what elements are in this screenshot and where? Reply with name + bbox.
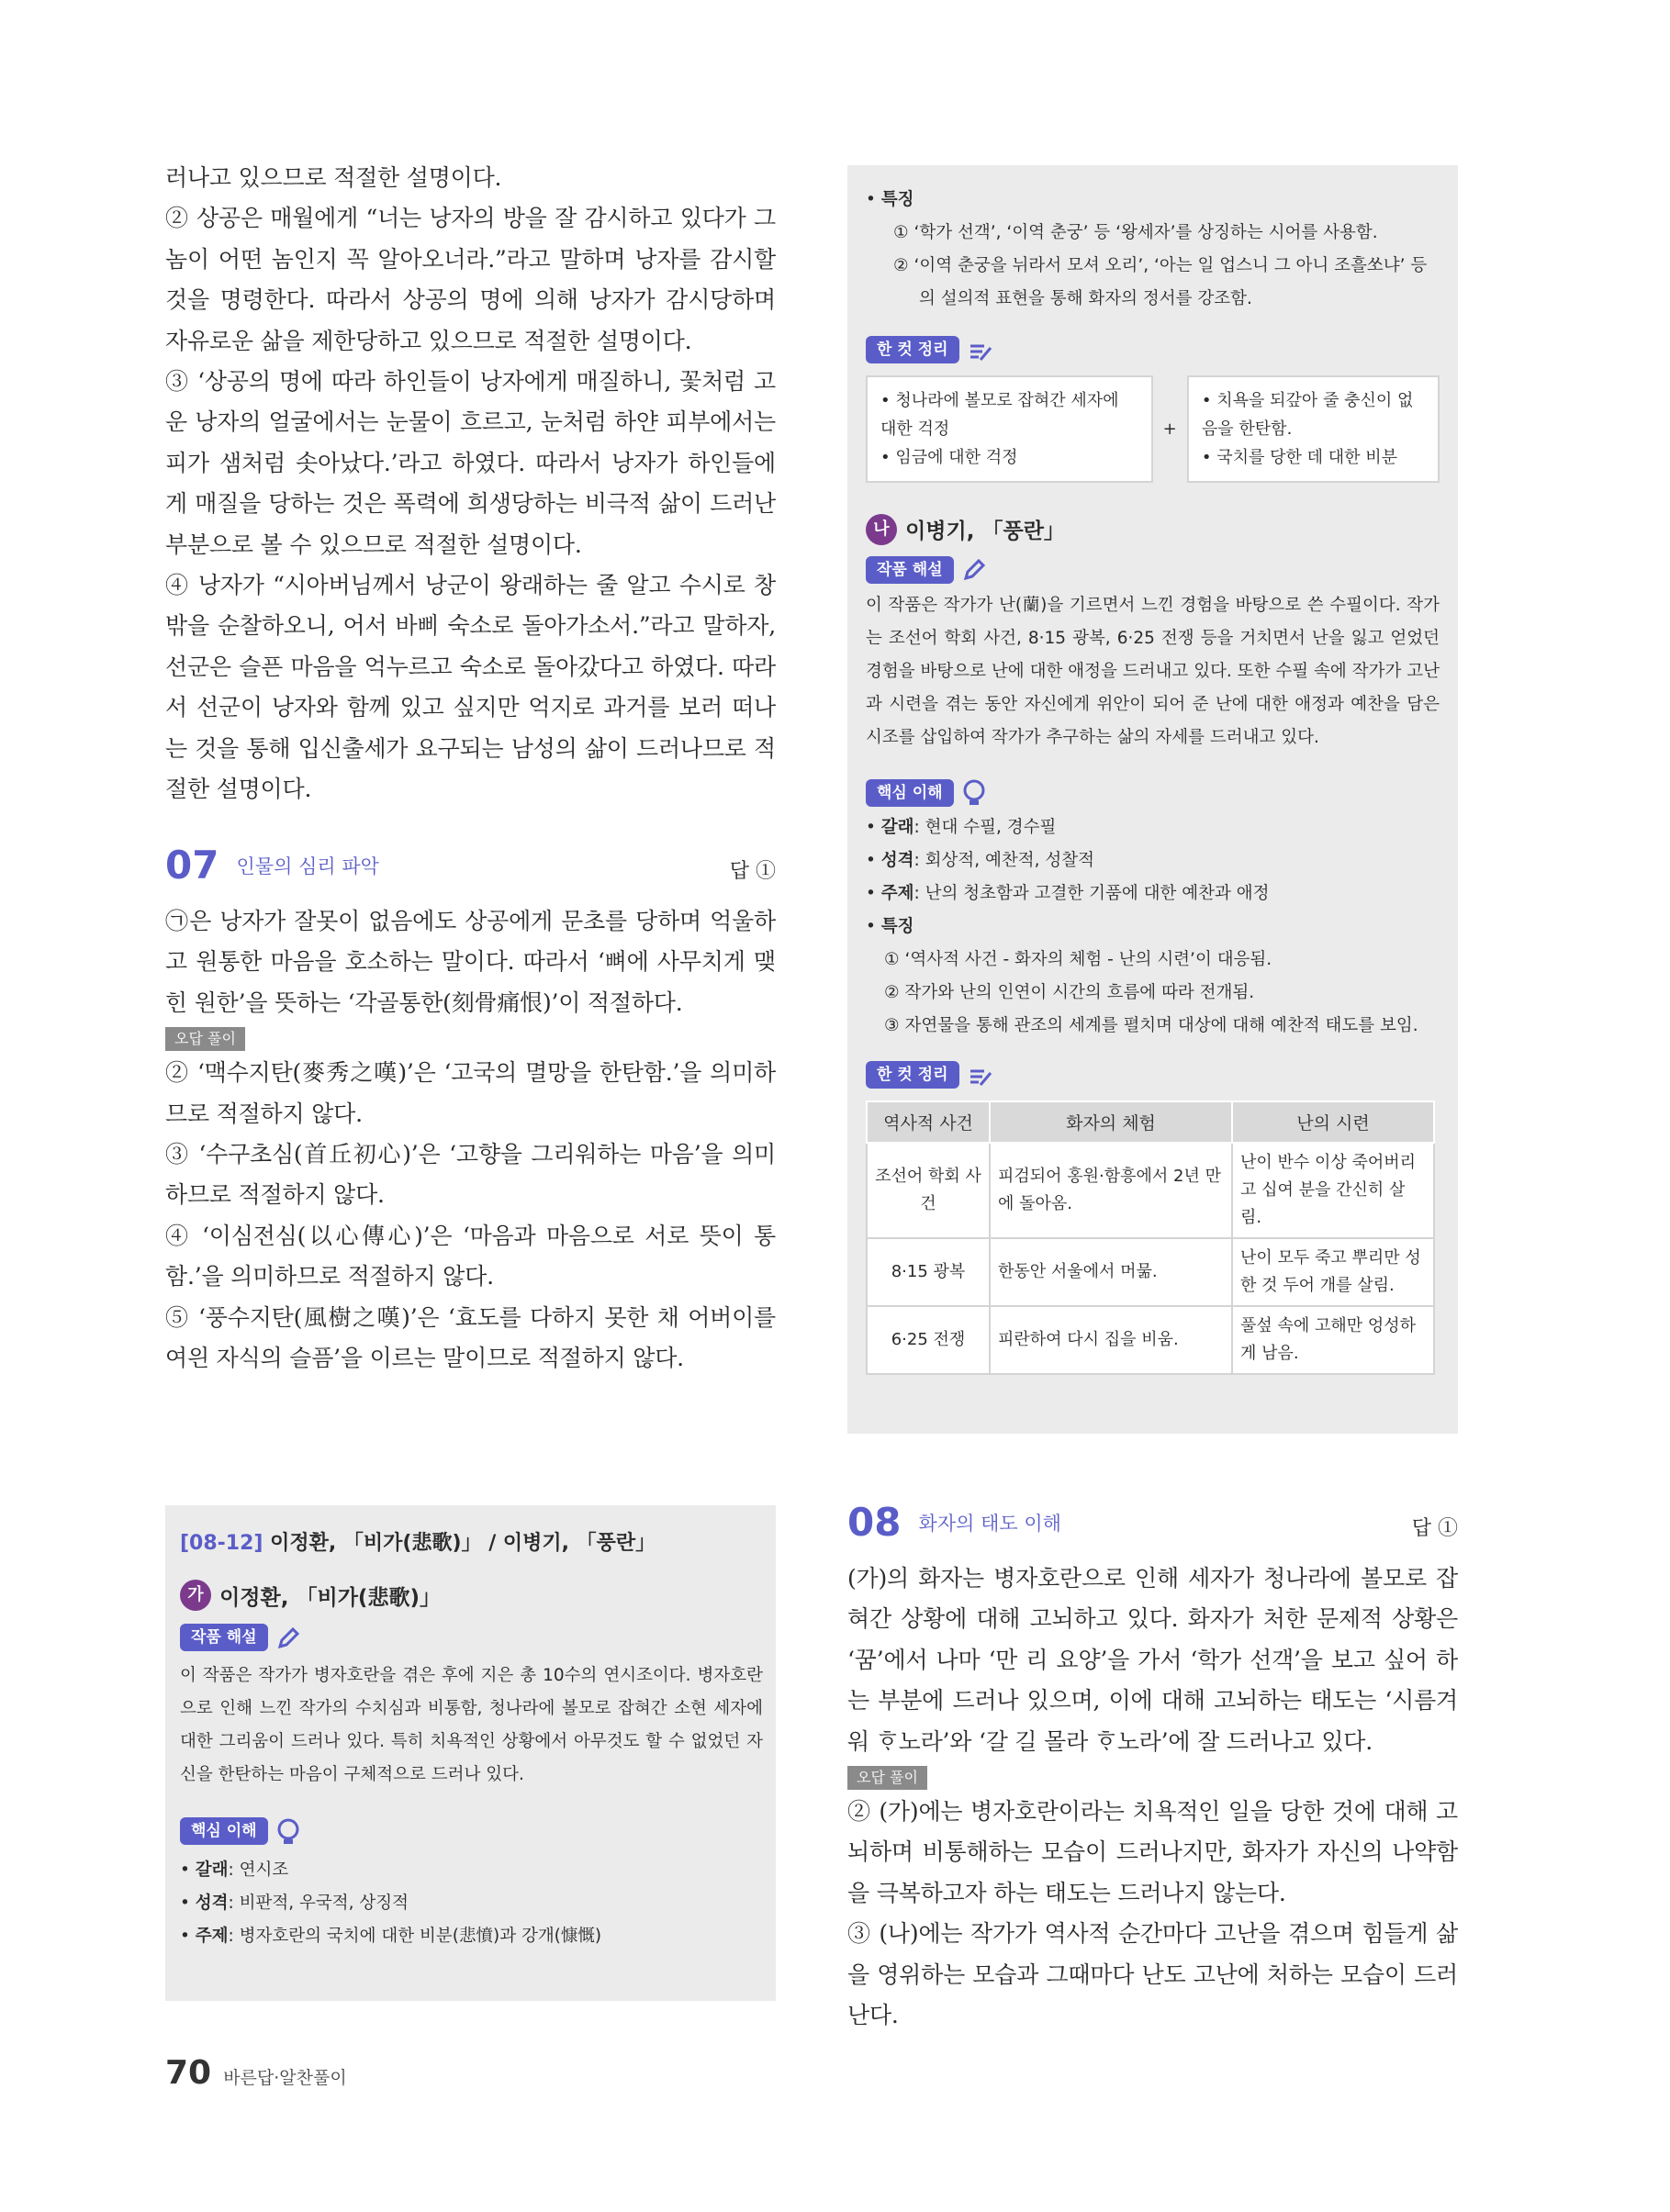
paragraph: 러나고 있으므로 적절한 설명이다. [165,164,502,191]
question-number: 07 [165,843,219,888]
na-badge: 나 [866,514,897,545]
history-table [866,1100,1435,1375]
table-cell: 피란하여 다시 집을 비움. [990,1306,1232,1374]
passage-titles: 이정환, 「비가(悲歌)」 / 이병기, 「풍란」 [270,1532,656,1555]
feature-item: ① ‘학가 선객’, ‘이역 춘궁’ 등 ‘왕세자’를 상징하는 시어를 사용함. [893,223,1378,242]
na-title: 이병기, 「풍란」 [905,519,1065,543]
key-understanding-tag: 핵심 이해 [866,779,954,807]
feature-item: ③ 자연물을 통해 관조의 세계를 펼치며 대상에 대해 예찬적 태도를 보임. [884,1016,1418,1035]
one-cut-summary-tag: 한 컷 정리 [866,1061,959,1089]
one-cut-summary-tag: 한 컷 정리 [866,336,959,363]
passage-info-box-left [165,1505,776,2001]
feature-item: ② ‘이역 춘궁을 뉘라서 모셔 오리’, ‘아는 일 업스니 그 아니 조흘쏘냐’ 등의 설의적 표현을 통해 화자의 정서를 강조함. [893,256,1428,308]
question-header [847,1500,1458,1558]
question-title: 인물의 심리 파악 [236,855,379,877]
wrong-answer-label: 오답 풀이 [847,1766,927,1790]
work-commentary-text: 이 작품은 작가가 병자호란을 겪은 후에 지은 총 10수의 연시조이다. 병자호란으로 인해 느낀 작가의 수치심과 비통함, 청나라에 볼모로 잡혀간 소현 세자에 대한 그리움이 드러나 있다. 특히 치욕적인 상황에서 아무것도 할 수 없었던 자신을 한탄하는 마음이 구체적으로 드러나 있다. [180,1665,763,1784]
wrong-answer-item: ③ ‘수구초심(首丘初心)’은 ‘고향을 그리워하는 마음’을 의미하므로 적절하지 않다. [165,1141,776,1209]
passage-na-header [866,514,1440,545]
table-cell: 6·25 전쟁 [867,1306,990,1374]
table-cell: 한동안 서울에서 머묾. [990,1238,1232,1306]
ga-title: 이정환, 「비가(悲歌)」 [219,1585,441,1610]
table-header-row [867,1101,1434,1143]
passage-ga-header [180,1580,763,1611]
question-title: 화자의 태도 이해 [918,1512,1061,1535]
ga-badge: 가 [180,1580,211,1611]
pencil-icon [960,556,988,584]
wrong-answer-item: ③ (나)에는 작가가 역사적 순간마다 고난을 겪으며 힘들게 삶을 영위하는 모습과 그때마다 난도 고난에 처하는 모습이 드러난다. [847,1920,1458,2029]
question-number: 08 [847,1500,902,1545]
pencil-lines-icon [966,1062,993,1089]
list-item: • 성격: 비판적, 우국적, 상징적 [180,1893,409,1913]
list-item: • 갈래: 현대 수필, 경수필 [866,818,1057,837]
paragraph: ③ ‘상공의 명에 따라 하인들이 낭자에게 매질하니, 꽃처럼 고운 낭자의 얼굴에서는 눈물이 흐르고, 눈처럼 하얀 피부에서는 피가 샘처럼 솟아났다.’라고 하였다. 따라서 낭자가 하인들에게 매질을 당하는 것은 폭력에 희생당하는 비극적 삶이 드러난 부분으로 볼 수 있으므로 적절한 설명이다. [165,368,776,558]
column-header: 화자의 체험 [990,1101,1232,1143]
work-commentary-text: 이 작품은 작가가 난(蘭)을 기르면서 느낀 경험을 바탕으로 쓴 수필이다. 작가는 조선어 학회 사건, 8·15 광복, 6·25 전쟁 등을 거치면서 난을 잃고 얻었던 경험을 바탕으로 난에 대한 애정을 드러내고 있다. 또한 수필 속에 작가가 고난과 시련을 겪는 동안 자신에게 위안이 되어 준 난에 대한 애정과 예찬을 담은 시조를 삽입하여 작가가 추구하는 삶의 자세를 드러내고 있다. [866,596,1440,747]
wrong-answer-item: ④ ‘이심전심(以心傳心)’은 ‘마음과 마음으로 서로 뜻이 통함.’을 의미하므로 적절하지 않다. [165,1222,776,1290]
passage-info-box-right [847,165,1458,1434]
column-header: 난의 시련 [1232,1101,1434,1143]
summary-box-right: • 치욕을 되갚아 줄 충신이 없음을 한탄함. • 국치를 당한 데 대한 비분 [1187,375,1440,483]
page-number: 70 [165,2054,212,2092]
answer-explanation: ㉠은 낭자가 잘못이 없음에도 상공에게 문초를 당하며 억울하고 원통한 마음을 호소하는 말이다. 따라서 ‘뼈에 사무치게 맺힌 원한’을 뜻하는 ‘각골통한(刻骨痛恨)’이 적절하다. [165,908,776,1016]
table-cell: 피검되어 홍원·함흥에서 2년 만에 돌아옴. [990,1143,1232,1238]
summary-row [866,375,1440,483]
key-understanding-list [866,811,1440,1043]
work-commentary-tag: 작품 해설 [866,556,954,584]
passage-range-heading [180,1527,763,1556]
features-heading: • 특징 [866,190,914,209]
table-cell: 풀섶 속에 고해만 엉성하게 남음. [1232,1306,1434,1374]
key-understanding-list [180,1854,763,1953]
table-row [867,1143,1434,1238]
answer-label: 답 ① [729,860,776,883]
answer-label: 답 ① [1411,1517,1458,1540]
features-heading: • 특징 [866,917,914,936]
list-item: • 주제: 난의 청초함과 고결한 기품에 대한 예찬과 애정 [866,884,1270,903]
summary-box-left: • 청나라에 볼모로 잡혀간 세자에 대한 걱정 • 임금에 대한 걱정 [866,375,1153,483]
question-08 [847,1500,1458,2036]
lightbulb-icon [275,1817,302,1847]
table-cell: 조선어 학회 사건 [867,1143,990,1238]
lightbulb-icon [960,778,988,808]
question-07 [165,843,776,1379]
pencil-icon [275,1625,302,1652]
question-header [165,843,776,901]
left-top-text [165,158,776,810]
list-item: • 갈래: 연시조 [180,1860,289,1880]
column-header: 역사적 사건 [867,1101,990,1143]
wrong-answer-item: ② ‘맥수지탄(麥秀之嘆)’은 ‘고국의 멸망을 한탄함.’을 의미하므로 적절하지 않다. [165,1059,776,1127]
plus-sign: + [1162,419,1177,439]
key-understanding-tag: 핵심 이해 [180,1817,268,1845]
paragraph: ④ 낭자가 “시아버님께서 낭군이 왕래하는 줄 알고 수시로 창밖을 순찰하오니, 어서 바삐 숙소로 돌아가소서.”라고 말하자, 선군은 슬픈 마음을 억누르고 숙소로 돌아갔다고 하였다. 따라서 선군이 낭자와 함께 있고 싶지만 억지로 과거를 보러 떠나는 것을 통해 입신출세가 요구되는 남성의 삶이 드러나므로 적절한 설명이다. [165,572,776,803]
wrong-answer-item: ② (가)에는 병자호란이라는 치욕적인 일을 당한 것에 대해 고뇌하며 비통해하는 모습이 드러나지만, 화자가 자신의 나약함을 극복하고자 하는 태도는 드러나지 않는다. [847,1798,1458,1906]
wrong-answer-item: ⑤ ‘풍수지탄(風樹之嘆)’은 ‘효도를 다하지 못한 채 어버이를 여읜 자식의 슬픔’을 이르는 말이므로 적절하지 않다. [165,1303,776,1372]
table-row [867,1238,1434,1306]
paragraph: ② 상공은 매월에게 “너는 낭자의 방을 잘 감시하고 있다가 그놈이 어떤 놈인지 꼭 알아오너라.”라고 말하며 낭자를 감시할 것을 명령한다. 따라서 상공의 명에 의해 낭자가 감시당하며 자유로운 삶을 제한당하고 있으므로 적절한 설명이다. [165,205,776,354]
answer-explanation: (가)의 화자는 병자호란으로 인해 세자가 청나라에 볼모로 잡혀간 상황에 대해 고뇌하고 있다. 화자가 처한 문제적 상황은 ‘꿈’에서 나마 ‘만 리 요양’을 가서 ‘학가 선객’을 보고 싶어 하는 부분에 드러나 있으며, 이에 대해 고뇌하는 태도는 ‘시름겨워 ᄒᆞ노라’와 ‘갈 길 몰라 ᄒᆞ노라’에 잘 드러나고 있다. [847,1565,1458,1755]
pencil-lines-icon [966,337,993,364]
table-cell: 난이 모두 죽고 뿌리만 성한 것 두어 개를 살림. [1232,1238,1434,1306]
list-item: • 주제: 병자호란의 국치에 대한 비분(悲憤)과 강개(慷慨) [180,1926,602,1946]
table-row [867,1306,1434,1374]
list-item: • 성격: 회상적, 예찬적, 성찰적 [866,851,1095,870]
footer-label: 바른답·알찬풀이 [223,2068,347,2088]
wrong-answer-label: 오답 풀이 [165,1027,245,1051]
passage-range: [08-12] [180,1532,263,1555]
work-commentary-tag: 작품 해설 [180,1624,268,1651]
page-footer [165,2054,347,2092]
feature-item: ② 작가와 난의 인연이 시간의 흐름에 따라 전개됨. [884,983,1255,1002]
table-cell: 난이 반수 이상 죽어버리고 십여 분을 간신히 살림. [1232,1143,1434,1238]
feature-item: ① ‘역사적 사건 - 화자의 체험 - 난의 시련’이 대응됨. [884,950,1272,969]
table-cell: 8·15 광복 [867,1238,990,1306]
